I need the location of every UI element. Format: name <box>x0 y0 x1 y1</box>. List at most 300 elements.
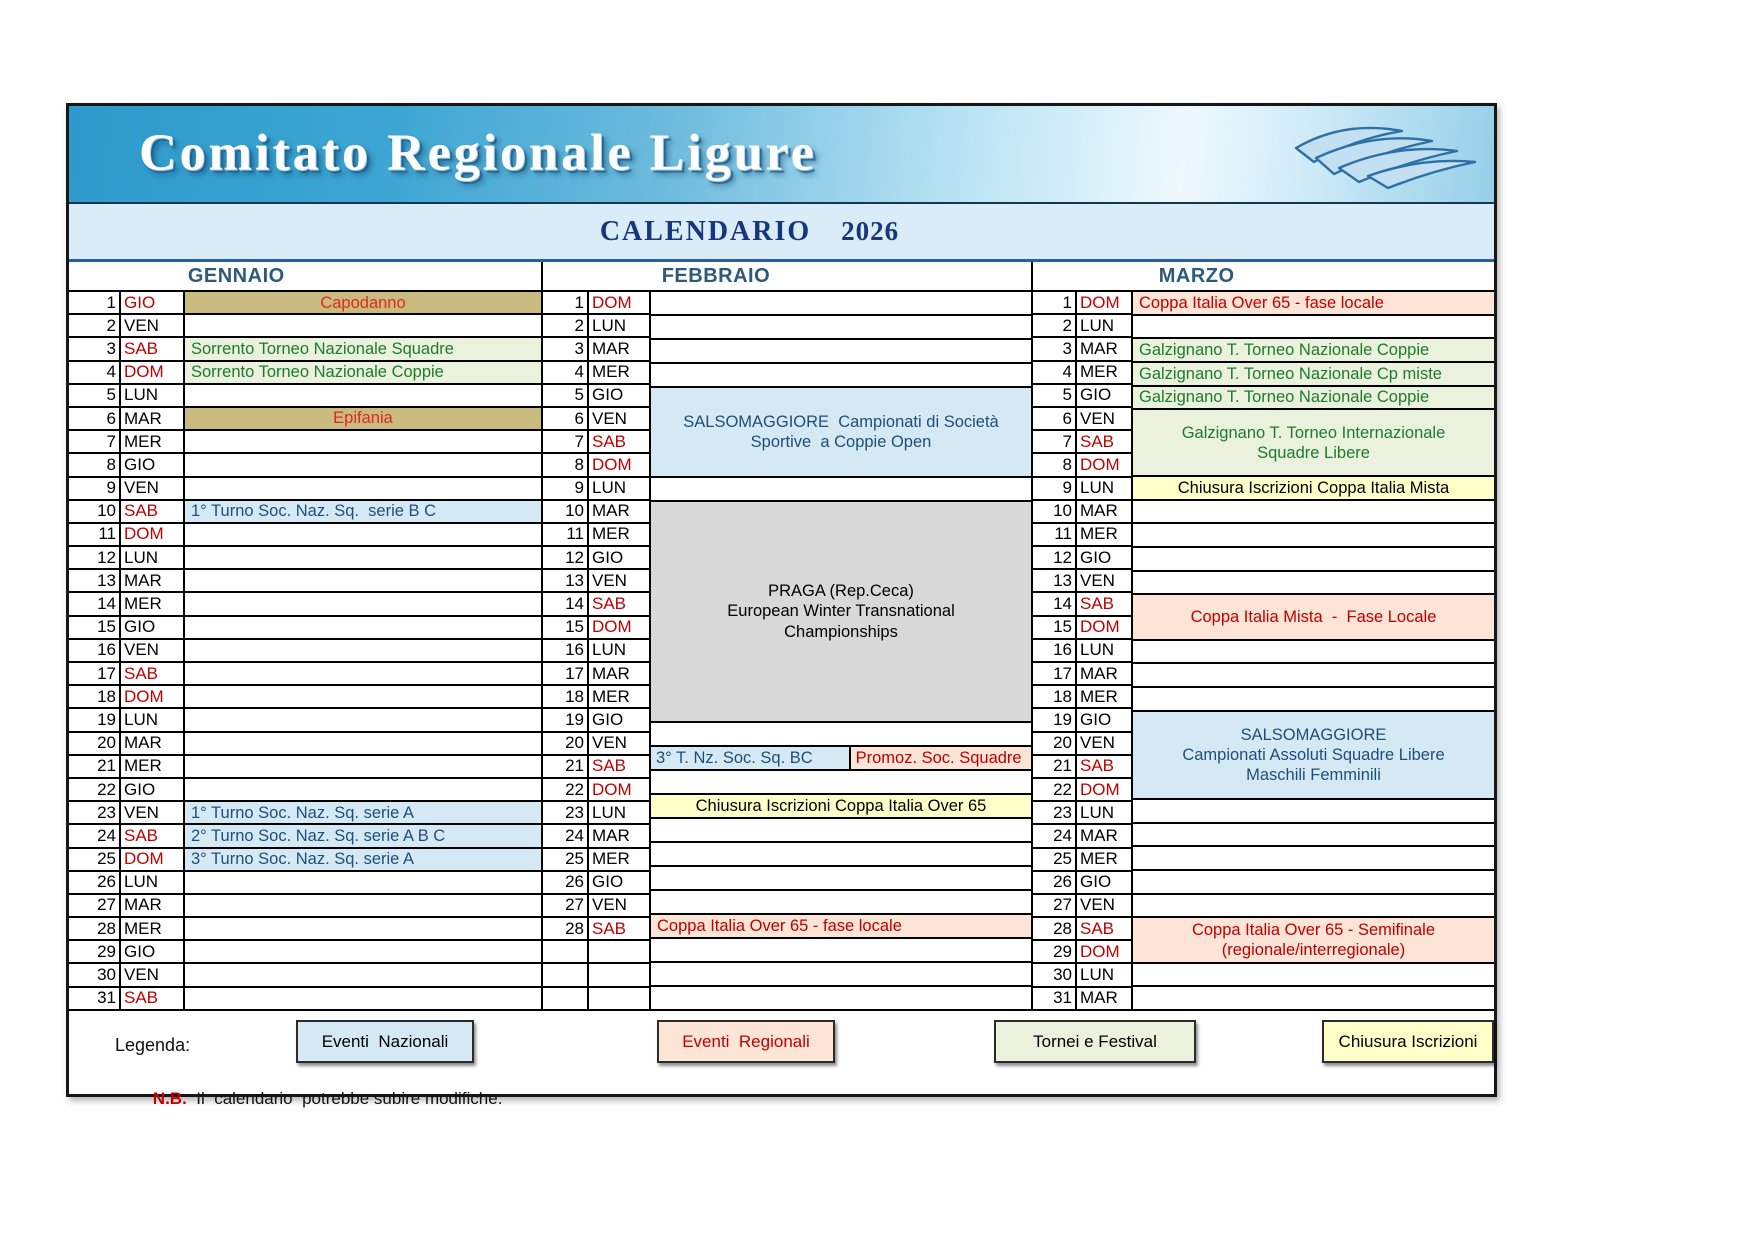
day-number-column <box>69 292 121 1011</box>
day-number-cell: 15 <box>69 617 119 640</box>
banner-title: Comitato Regionale Ligure <box>139 124 817 182</box>
event-line: Epifania <box>333 409 393 428</box>
day-name-cell: SAB <box>589 756 649 779</box>
day-name-cell: GIO <box>121 454 183 477</box>
event-cell-empty <box>651 292 1031 316</box>
legend-box-national: Eventi Nazionali <box>296 1020 474 1063</box>
event-line: 1° Turno Soc. Naz. Sq. serie A <box>191 803 415 822</box>
day-name-cell: GIO <box>1077 872 1131 895</box>
legend-box-regional: Eventi Regionali <box>657 1020 835 1063</box>
event-cell-empty <box>1133 847 1494 871</box>
day-number-cell: 18 <box>543 686 587 709</box>
day-name-cell: GIO <box>1077 547 1131 570</box>
event-cell-empty <box>185 431 541 454</box>
event-cell-empty <box>185 385 541 408</box>
day-name-cell: LUN <box>121 547 183 570</box>
day-number-cell: 13 <box>543 570 587 593</box>
day-number-cell: 4 <box>69 362 119 385</box>
day-number-cell: 31 <box>1033 988 1075 1011</box>
day-number-cell: 22 <box>543 779 587 802</box>
day-number-cell: 26 <box>543 872 587 895</box>
day-name-cell: DOM <box>589 617 649 640</box>
event-line: 1° Turno Soc. Naz. Sq. serie B C <box>191 502 437 521</box>
day-name-cell: DOM <box>1077 779 1131 802</box>
event-cell-empty <box>1133 501 1494 525</box>
day-number-cell: 18 <box>1033 686 1075 709</box>
day-name-cell: DOM <box>1077 292 1131 315</box>
day-name-cell: LUN <box>1077 802 1131 825</box>
day-number-cell: 15 <box>1033 617 1075 640</box>
event-line: European Winter Transnational <box>727 602 955 621</box>
day-name-cell: MAR <box>589 338 649 361</box>
day-number-cell: 19 <box>543 709 587 732</box>
event-line: Sorrento Torneo Nazionale Squadre <box>191 339 454 358</box>
legend-box-tournament: Tornei e Festival <box>994 1020 1196 1063</box>
event-column <box>1133 292 1494 1011</box>
event-cell <box>1133 339 1494 363</box>
event-line: Galzignano T. Torneo Internazionale <box>1181 423 1446 442</box>
day-number-cell: 12 <box>543 547 587 570</box>
event-cell <box>1133 477 1494 501</box>
day-number-cell: 22 <box>1033 779 1075 802</box>
event-cell-empty <box>651 963 1031 987</box>
calendar-title: CALENDARIO <box>599 215 812 247</box>
legend-box-closing: Chiusura Iscrizioni <box>1322 1020 1494 1063</box>
day-number-cell: 28 <box>1033 918 1075 941</box>
event-cell <box>1133 363 1494 387</box>
day-number-cell: 12 <box>69 547 119 570</box>
day-number-column <box>543 292 589 1011</box>
calendar-title-bar <box>69 204 1494 262</box>
day-number-cell: 3 <box>1033 338 1075 361</box>
day-number-cell: 10 <box>1033 501 1075 524</box>
day-name-cell: LUN <box>121 709 183 732</box>
day-name-cell: GIO <box>121 941 183 964</box>
day-number-cell: 31 <box>69 988 119 1011</box>
day-number-cell: 20 <box>69 733 119 756</box>
day-number-cell: 22 <box>69 779 119 802</box>
day-name-cell: DOM <box>1077 617 1131 640</box>
day-number-cell: 6 <box>69 408 119 431</box>
day-number-cell: 29 <box>1033 941 1075 964</box>
day-number-cell: 13 <box>69 570 119 593</box>
day-name-cell: SAB <box>1077 593 1131 616</box>
day-number-cell: 15 <box>543 617 587 640</box>
day-number-cell: 3 <box>69 338 119 361</box>
event-line: Galzignano T. Torneo Nazionale Coppie <box>1139 388 1430 407</box>
day-number-cell: 19 <box>69 709 119 732</box>
day-number-cell: 16 <box>543 640 587 663</box>
day-number-cell: 19 <box>1033 709 1075 732</box>
day-number-cell: 5 <box>1033 385 1075 408</box>
event-cell <box>651 502 1031 724</box>
event-cell-empty <box>185 663 541 686</box>
event-cell-empty <box>185 872 541 895</box>
event-cell <box>1133 387 1494 411</box>
day-name-cell: VEN <box>1077 408 1131 431</box>
event-line: Sportive a Coppie Open <box>750 432 932 451</box>
event-cell <box>185 825 541 848</box>
event-cell-empty <box>185 779 541 802</box>
event-cell-empty <box>1133 800 1494 824</box>
day-name-cell: MAR <box>589 501 649 524</box>
calendar-document <box>66 103 1497 1108</box>
day-name-cell: SAB <box>1077 918 1131 941</box>
event-cell-empty <box>1133 964 1494 988</box>
day-name-cell: MAR <box>121 733 183 756</box>
day-number-cell: 26 <box>69 872 119 895</box>
day-name-column <box>1077 292 1133 1011</box>
event-cell <box>185 802 541 825</box>
day-name-cell: MAR <box>589 663 649 686</box>
day-name-cell: MAR <box>121 895 183 918</box>
day-number-cell: 5 <box>543 385 587 408</box>
event-cell <box>1133 595 1494 640</box>
event-cell-empty <box>1133 895 1494 919</box>
event-cell-empty <box>651 723 1031 747</box>
event-cell: Promoz. Soc. Squadre <box>849 747 1031 769</box>
day-number-cell: 11 <box>543 524 587 547</box>
day-name-cell: VEN <box>121 964 183 987</box>
federation-logo <box>1282 118 1478 192</box>
event-cell <box>1133 292 1494 316</box>
day-name-cell: LUN <box>589 640 649 663</box>
day-name-cell: DOM <box>1077 941 1131 964</box>
event-line: PRAGA (Rep.Ceca) <box>768 582 914 601</box>
event-cell-empty <box>651 364 1031 388</box>
month-header: GENNAIO <box>69 262 543 292</box>
day-name-cell: MER <box>1077 362 1131 385</box>
day-name-cell <box>589 941 649 964</box>
day-name-cell: MER <box>121 756 183 779</box>
event-cell <box>185 338 541 361</box>
day-name-cell: DOM <box>121 524 183 547</box>
months-grid <box>69 262 1494 1011</box>
day-number-cell: 2 <box>69 315 119 338</box>
event-cell <box>185 292 541 315</box>
day-name-cell: VEN <box>589 895 649 918</box>
event-cell-empty <box>1133 987 1494 1011</box>
event-cell-empty <box>185 988 541 1011</box>
day-name-cell: SAB <box>589 593 649 616</box>
day-number-cell: 12 <box>1033 547 1075 570</box>
day-number-cell: 17 <box>1033 663 1075 686</box>
day-name-cell: GIO <box>121 292 183 315</box>
month-gennaio <box>69 262 543 1011</box>
day-name-cell: SAB <box>1077 756 1131 779</box>
note-text: Il calendario potrebbe subire modifiche. <box>186 1089 503 1108</box>
day-number-cell: 27 <box>543 895 587 918</box>
day-number-cell: 7 <box>1033 431 1075 454</box>
event-line: Capodanno <box>320 293 406 312</box>
day-name-cell: LUN <box>589 478 649 501</box>
day-number-cell: 14 <box>69 593 119 616</box>
event-cell-empty <box>651 987 1031 1011</box>
day-name-cell: GIO <box>589 385 649 408</box>
day-number-cell: 7 <box>69 431 119 454</box>
event-line: SALSOMAGGIORE Campionati di Società <box>683 412 999 431</box>
event-cell <box>185 849 541 872</box>
month-body <box>69 292 543 1011</box>
day-number-cell: 20 <box>1033 733 1075 756</box>
day-number-cell: 28 <box>69 918 119 941</box>
event-column <box>185 292 543 1011</box>
day-name-cell: MAR <box>589 825 649 848</box>
day-number-cell: 9 <box>69 478 119 501</box>
day-name-cell: GIO <box>589 709 649 732</box>
note-prefix: N.B. <box>152 1089 187 1108</box>
event-cell-empty <box>1133 548 1494 572</box>
event-line: Sorrento Torneo Nazionale Coppie <box>191 363 444 382</box>
event-cell-empty <box>185 733 541 756</box>
day-name-cell: SAB <box>121 501 183 524</box>
day-name-cell: LUN <box>1077 964 1131 987</box>
day-number-cell: 24 <box>543 825 587 848</box>
day-name-cell: GIO <box>589 547 649 570</box>
day-name-cell: MAR <box>121 570 183 593</box>
event-cell-empty <box>1133 524 1494 548</box>
day-name-cell: VEN <box>121 315 183 338</box>
day-number-cell: 4 <box>543 362 587 385</box>
day-name-cell: MER <box>589 686 649 709</box>
event-line: Squadre Libere <box>1257 443 1370 462</box>
day-number-column <box>1033 292 1077 1011</box>
day-name-cell: VEN <box>589 570 649 593</box>
event-line: Galzignano T. Torneo Nazionale Cp miste <box>1139 364 1442 383</box>
day-number-cell: 18 <box>69 686 119 709</box>
day-number-cell: 24 <box>1033 825 1075 848</box>
event-cell-empty <box>651 843 1031 867</box>
day-name-cell: SAB <box>121 988 183 1011</box>
legend-label: Legenda: <box>115 1035 191 1055</box>
day-name-cell: LUN <box>121 385 183 408</box>
day-name-cell: MAR <box>1077 338 1131 361</box>
event-cell-empty <box>185 315 541 338</box>
day-name-cell: VEN <box>121 478 183 501</box>
day-name-cell: LUN <box>1077 315 1131 338</box>
day-number-cell: 26 <box>1033 872 1075 895</box>
day-name-cell: SAB <box>121 825 183 848</box>
event-cell <box>185 362 541 385</box>
day-name-cell: LUN <box>589 315 649 338</box>
day-number-cell: 1 <box>1033 292 1075 315</box>
day-name-cell: SAB <box>121 663 183 686</box>
day-number-cell <box>543 988 587 1011</box>
day-name-cell: MER <box>121 593 183 616</box>
day-number-cell: 30 <box>69 964 119 987</box>
day-name-cell: MER <box>1077 849 1131 872</box>
day-name-cell: MER <box>589 524 649 547</box>
day-name-cell: GIO <box>121 617 183 640</box>
event-line: SALSOMAGGIORE <box>1240 725 1387 744</box>
event-cell-empty <box>651 340 1031 364</box>
day-number-cell: 21 <box>543 756 587 779</box>
event-line: Coppa Italia Over 65 - fase locale <box>1139 293 1384 312</box>
event-cell-empty <box>651 939 1031 963</box>
day-number-cell: 13 <box>1033 570 1075 593</box>
event-cell-empty <box>651 819 1031 843</box>
day-name-cell: LUN <box>1077 478 1131 501</box>
event-cell-empty <box>651 478 1031 502</box>
day-name-cell: SAB <box>1077 431 1131 454</box>
event-line: (regionale/interregionale) <box>1221 940 1406 959</box>
day-number-cell: 11 <box>1033 524 1075 547</box>
event-cell: 3° T. Nz. Soc. Sq. BC <box>651 747 849 769</box>
day-number-cell <box>543 964 587 987</box>
day-number-cell: 7 <box>543 431 587 454</box>
event-cell-empty <box>185 617 541 640</box>
legend-section <box>69 1011 1494 1108</box>
event-line: 3° Turno Soc. Naz. Sq. serie A <box>191 850 415 869</box>
day-name-cell: DOM <box>121 362 183 385</box>
banner <box>69 106 1494 204</box>
day-name-cell: GIO <box>121 779 183 802</box>
event-line: 2° Turno Soc. Naz. Sq. serie A B C <box>191 826 446 845</box>
event-line: Coppa Italia Over 65 - Semifinale <box>1191 920 1436 939</box>
day-name-cell: MER <box>1077 524 1131 547</box>
calendar-title-group <box>600 216 899 248</box>
day-number-cell: 10 <box>543 501 587 524</box>
day-name-cell: VEN <box>589 733 649 756</box>
calendar-year: 2026 <box>841 215 900 246</box>
day-name-cell: LUN <box>121 872 183 895</box>
event-cell-empty <box>185 570 541 593</box>
month-header: FEBBRAIO <box>543 262 1033 292</box>
day-number-cell: 3 <box>543 338 587 361</box>
day-number-cell: 9 <box>543 478 587 501</box>
day-name-cell: MER <box>589 362 649 385</box>
day-number-cell: 6 <box>543 408 587 431</box>
event-cell-empty <box>1133 688 1494 712</box>
day-name-cell: DOM <box>121 686 183 709</box>
day-name-cell: MAR <box>1077 825 1131 848</box>
day-name-cell: MAR <box>1077 663 1131 686</box>
day-number-cell: 23 <box>1033 802 1075 825</box>
day-number-cell: 10 <box>69 501 119 524</box>
month-header: MARZO <box>1033 262 1494 292</box>
event-cell-empty <box>185 524 541 547</box>
day-name-cell: MAR <box>1077 988 1131 1011</box>
event-cell-empty <box>185 895 541 918</box>
day-name-cell: VEN <box>121 640 183 663</box>
event-cell <box>651 795 1031 819</box>
day-number-cell: 16 <box>69 640 119 663</box>
day-number-cell: 24 <box>69 825 119 848</box>
event-cell-empty <box>185 454 541 477</box>
day-name-cell: VEN <box>121 802 183 825</box>
event-line: Galzignano T. Torneo Nazionale Coppie <box>1139 341 1430 360</box>
event-cell <box>185 501 541 524</box>
day-number-cell: 2 <box>543 315 587 338</box>
day-number-cell: 14 <box>543 593 587 616</box>
day-name-cell: MER <box>1077 686 1131 709</box>
day-number-cell: 30 <box>1033 964 1075 987</box>
event-line: Chiusura Iscrizioni Coppa Italia Mista <box>1177 478 1450 497</box>
day-number-cell: 17 <box>69 663 119 686</box>
event-cell <box>651 388 1031 478</box>
day-number-cell: 4 <box>1033 362 1075 385</box>
event-cell <box>1133 712 1494 801</box>
event-cell <box>185 408 541 431</box>
day-number-cell: 1 <box>69 292 119 315</box>
event-line: Chiusura Iscrizioni Coppa Italia Over 65 <box>695 797 987 816</box>
day-number-cell: 6 <box>1033 408 1075 431</box>
event-cell-empty <box>1133 316 1494 340</box>
day-number-cell: 14 <box>1033 593 1075 616</box>
event-line: Coppa Italia Mista - Fase Locale <box>1190 607 1437 626</box>
event-cell-empty <box>1133 664 1494 688</box>
day-name-cell <box>589 988 649 1011</box>
note <box>115 1069 502 1129</box>
event-cell-empty <box>1133 641 1494 665</box>
event-column <box>651 292 1033 1011</box>
day-name-cell: VEN <box>1077 895 1131 918</box>
day-name-cell: DOM <box>589 292 649 315</box>
event-cell-empty <box>651 316 1031 340</box>
event-line: Campionati Assoluti Squadre Libere <box>1182 745 1445 764</box>
day-number-cell: 11 <box>69 524 119 547</box>
day-number-cell: 8 <box>69 454 119 477</box>
event-cell-empty <box>185 964 541 987</box>
event-cell-empty <box>651 867 1031 891</box>
event-cell-empty <box>185 686 541 709</box>
day-number-cell: 9 <box>1033 478 1075 501</box>
day-number-cell: 21 <box>1033 756 1075 779</box>
day-number-cell: 8 <box>1033 454 1075 477</box>
month-marzo <box>1033 262 1494 1011</box>
day-number-cell: 5 <box>69 385 119 408</box>
day-name-cell: GIO <box>1077 709 1131 732</box>
day-name-cell: GIO <box>589 872 649 895</box>
event-cell <box>1133 410 1494 477</box>
day-name-cell: DOM <box>589 454 649 477</box>
event-cell-empty <box>185 478 541 501</box>
day-number-cell: 16 <box>1033 640 1075 663</box>
event-cell-split <box>651 747 1031 771</box>
day-name-cell: SAB <box>589 431 649 454</box>
day-number-cell: 23 <box>69 802 119 825</box>
day-name-cell: LUN <box>589 802 649 825</box>
day-name-cell: MAR <box>121 408 183 431</box>
day-name-cell <box>589 964 649 987</box>
day-name-cell: DOM <box>1077 454 1131 477</box>
event-cell <box>651 915 1031 939</box>
day-number-cell: 25 <box>69 849 119 872</box>
event-cell-empty <box>185 709 541 732</box>
day-number-cell: 20 <box>543 733 587 756</box>
event-cell-empty <box>185 593 541 616</box>
month-body <box>1033 292 1494 1011</box>
day-name-cell: DOM <box>121 849 183 872</box>
event-cell-empty <box>1133 824 1494 848</box>
day-name-cell: VEN <box>589 408 649 431</box>
month-body <box>543 292 1033 1011</box>
event-cell-empty <box>651 891 1031 915</box>
day-number-cell: 1 <box>543 292 587 315</box>
event-cell-empty <box>185 941 541 964</box>
day-name-cell: MER <box>121 918 183 941</box>
event-cell <box>1133 918 1494 963</box>
day-number-cell: 25 <box>1033 849 1075 872</box>
day-number-cell: 17 <box>543 663 587 686</box>
event-line: Coppa Italia Over 65 - fase locale <box>657 917 902 936</box>
day-number-cell: 27 <box>1033 895 1075 918</box>
day-name-cell: SAB <box>121 338 183 361</box>
day-number-cell <box>543 941 587 964</box>
day-number-cell: 21 <box>69 756 119 779</box>
event-cell-empty <box>185 918 541 941</box>
day-name-cell: LUN <box>1077 640 1131 663</box>
